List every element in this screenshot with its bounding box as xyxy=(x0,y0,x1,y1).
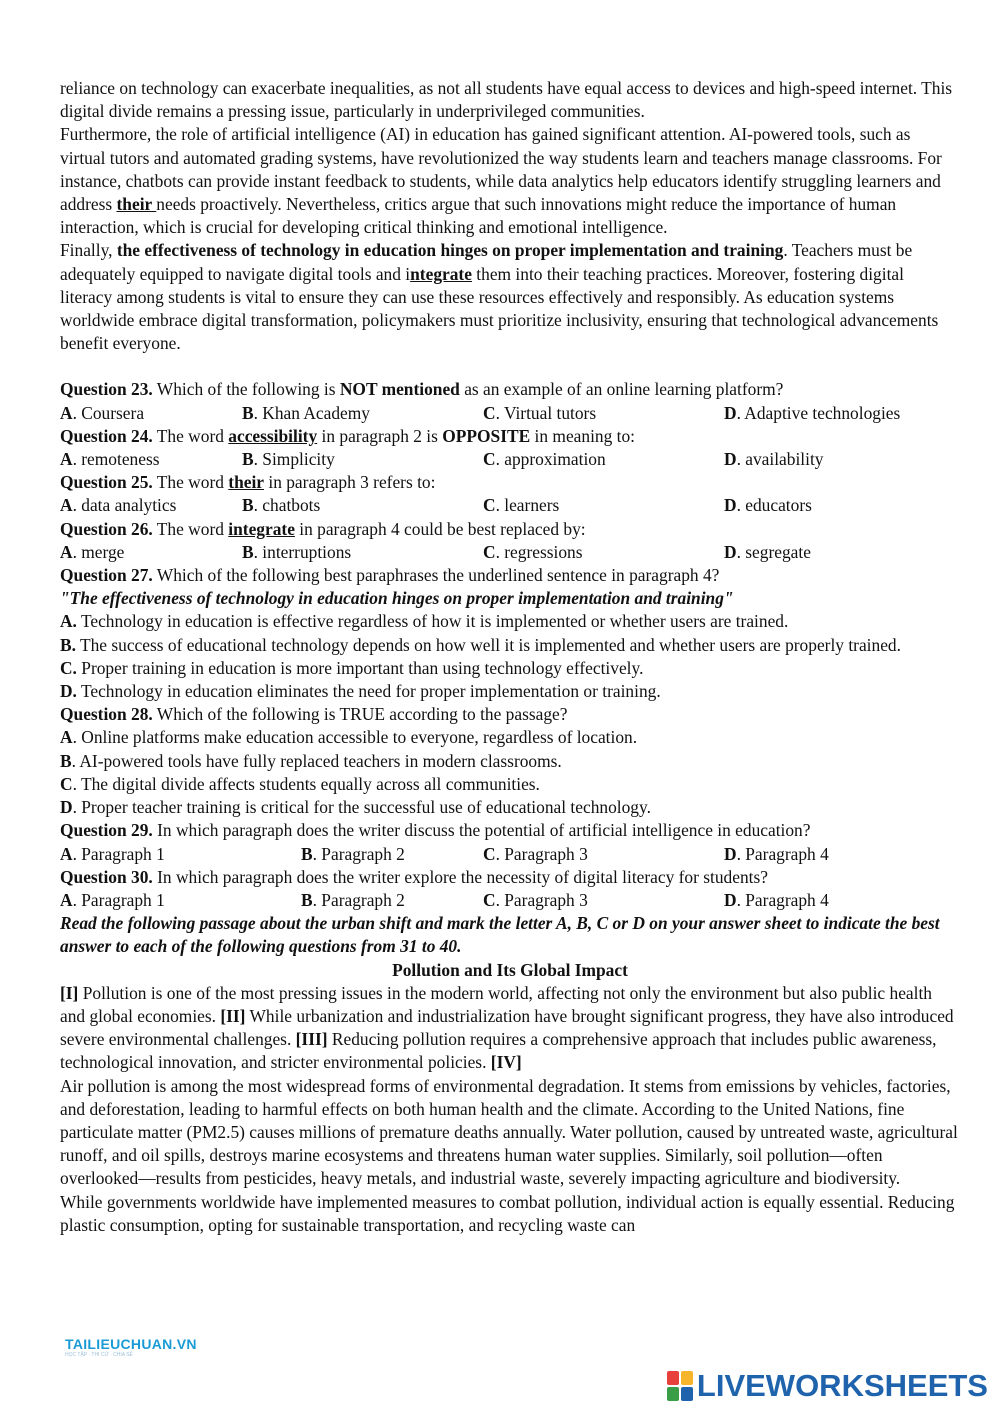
question-29: Question 29. In which paragraph does the writer discuss the potential of artificial intelligence in education? xyxy=(60,820,811,841)
question-26-options xyxy=(60,541,960,564)
passage-paragraph-4: Finally, the effectiveness of technology in education hinges on proper implementation and training. Teachers must be adequately equipped to navigate digital tools and integrate them into their teaching practices. Moreover, fostering digital literacy among students is vital to ensure they can use these resources effectively and responsibly. As education systems worldwide embrace digital transformation, policymakers must prioritize inclusivity, ensuring that technological advancements benefit everyone. xyxy=(60,240,939,354)
option-a[interactable]: A. data analytics xyxy=(60,495,177,516)
option-b[interactable]: B. Simplicity xyxy=(242,449,335,470)
question-26: Question 26. The word integrate in paragraph 4 could be best replaced by: xyxy=(60,518,586,539)
option-c[interactable]: C. approximation xyxy=(483,449,606,470)
key-sentence: the effectiveness of technology in education hinges on proper implementation and training xyxy=(116,240,784,261)
option-d[interactable]: D. Proper teacher training is critical for the successful use of educational technology. xyxy=(60,797,651,818)
section-instruction: Read the following passage about the urban shift and mark the letter A, B, C or D on your answer sheet to indicate the best answer to each of the following questions from 31 to 40. xyxy=(60,913,940,957)
option-d[interactable]: D. Technology in education eliminates the need for proper implementation or training. xyxy=(60,681,661,702)
question-23-options xyxy=(60,402,960,425)
option-b[interactable]: B. Khan Academy xyxy=(242,402,370,423)
option-b[interactable]: B. interruptions xyxy=(242,541,352,562)
option-c[interactable]: C. Paragraph 3 xyxy=(483,843,588,864)
option-a[interactable]: A. merge xyxy=(60,541,125,562)
option-d[interactable]: D. Adaptive technologies xyxy=(724,402,901,423)
option-c[interactable]: C. Paragraph 3 xyxy=(483,889,588,910)
option-d[interactable]: D. educators xyxy=(724,495,812,516)
option-b[interactable]: B. chatbots xyxy=(242,495,321,516)
question-24-options xyxy=(60,448,960,471)
option-a[interactable]: A. Online platforms make education accessible to everyone, regardless of location. xyxy=(60,727,638,748)
liveworksheets-logo-icon xyxy=(667,1371,693,1401)
option-b[interactable]: B. AI-powered tools have fully replaced teachers in modern classrooms. xyxy=(60,750,562,771)
option-c[interactable]: C. learners xyxy=(483,495,560,516)
question-25: Question 25. The word their in paragraph 3 refers to: xyxy=(60,472,436,493)
question-29-options xyxy=(60,843,960,866)
option-a[interactable]: A. remoteness xyxy=(60,449,160,470)
spacer xyxy=(60,355,960,378)
option-a[interactable]: A. Technology in education is effective regardless of how it is implemented or whether users are trained. xyxy=(60,611,789,632)
option-a[interactable]: A. Coursera xyxy=(60,402,145,423)
document-content xyxy=(60,77,960,1237)
option-c[interactable]: C. Proper training in education is more important than using technology effectively. xyxy=(60,657,644,678)
option-b[interactable]: B. Paragraph 2 xyxy=(301,889,405,910)
option-c[interactable]: C. regressions xyxy=(483,541,583,562)
question-27-quote: "The effectiveness of technology in education hinges on proper implementation and training" xyxy=(60,588,734,609)
underlined-word-integrate: ntegrate xyxy=(410,263,472,284)
option-c[interactable]: C. The digital divide affects students equally across all communities. xyxy=(60,773,540,794)
tailieuchuan-logo[interactable]: TAILIEUCHUAN.VN HỌC TẬP · THI CỬ · CHIA SẺ xyxy=(65,1336,197,1358)
option-b[interactable]: B. Paragraph 2 xyxy=(301,843,405,864)
option-d[interactable]: D. segregate xyxy=(724,541,811,562)
option-b[interactable]: B. The success of educational technology depends on how well it is implemented and whether users are properly trained. xyxy=(60,634,901,655)
question-27: Question 27. Which of the following best paraphrases the underlined sentence in paragraph 4? xyxy=(60,565,720,586)
question-23: Question 23. Which of the following is NOT mentioned as an example of an online learning platform? xyxy=(60,379,784,400)
option-d[interactable]: D. Paragraph 4 xyxy=(724,843,829,864)
option-a[interactable]: A. Paragraph 1 xyxy=(60,843,165,864)
question-24: Question 24. The word accessibility in paragraph 2 is OPPOSITE in meaning to: xyxy=(60,425,636,446)
option-c[interactable]: C. Virtual tutors xyxy=(483,402,597,423)
question-30: Question 30. In which paragraph does the writer explore the necessity of digital literacy for students? xyxy=(60,866,768,887)
option-d[interactable]: D. Paragraph 4 xyxy=(724,889,829,910)
question-28: Question 28. Which of the following is TRUE according to the passage? xyxy=(60,704,568,725)
option-a[interactable]: A. Paragraph 1 xyxy=(60,889,165,910)
pollution-paragraph-2: Air pollution is among the most widespread forms of environmental degradation. It stems from emissions by vehicles, factories, and deforestation, leading to harmful effects on both human health and the climate. According to the United Nations, fine particulate matter (PM2.5) causes millions of premature deaths annually. Water pollution, caused by untreated waste, agricultural runoff, and oil spills, destroys marine ecosystems and threatens human water supplies. Similarly, soil pollution—often overlooked—results from pesticides, heavy metals, and industrial waste, severely impacting agriculture and biodiversity. xyxy=(60,1075,958,1189)
question-30-options xyxy=(60,889,960,912)
liveworksheets-logo[interactable]: LIVEWORKSHEETS xyxy=(667,1368,988,1404)
pollution-paragraph-3: While governments worldwide have implemented measures to combat pollution, individual action is equally essential. Reducing plastic consumption, opting for sustainable transportation, and recycling waste can xyxy=(60,1191,955,1235)
passage-title: Pollution and Its Global Impact xyxy=(392,959,628,980)
underlined-word-their: their xyxy=(116,194,157,215)
pollution-paragraph-1: [I] Pollution is one of the most pressing issues in the modern world, affecting not only the environment but also public health and global economies. [II] While urbanization and industrialization have brought significant progress, they have also introduced severe environmental challenges. [III] Reducing pollution requires a comprehensive approach that includes public awareness, technological innovation, and stricter environmental policies. [IV] xyxy=(60,982,954,1073)
option-d[interactable]: D. availability xyxy=(724,449,824,470)
passage-paragraph-3: Furthermore, the role of artificial intelligence (AI) in education has gained significant attention. AI-powered tools, such as virtual tutors and automated grading systems, have revolutionized the way students learn and teachers manage classrooms. For instance, chatbots can provide instant feedback to students, while data analytics help educators identify struggling learners and address their needs proactively. Nevertheless, critics argue that such innovations might reduce the importance of human interaction, which is crucial for developing critical thinking and emotional intelligence. xyxy=(60,124,942,238)
question-25-options xyxy=(60,494,960,517)
passage-paragraph-2-tail: reliance on technology can exacerbate inequalities, as not all students have equal access to devices and high-speed internet. This digital divide remains a pressing issue, particularly in underprivileged communities. xyxy=(60,78,953,122)
